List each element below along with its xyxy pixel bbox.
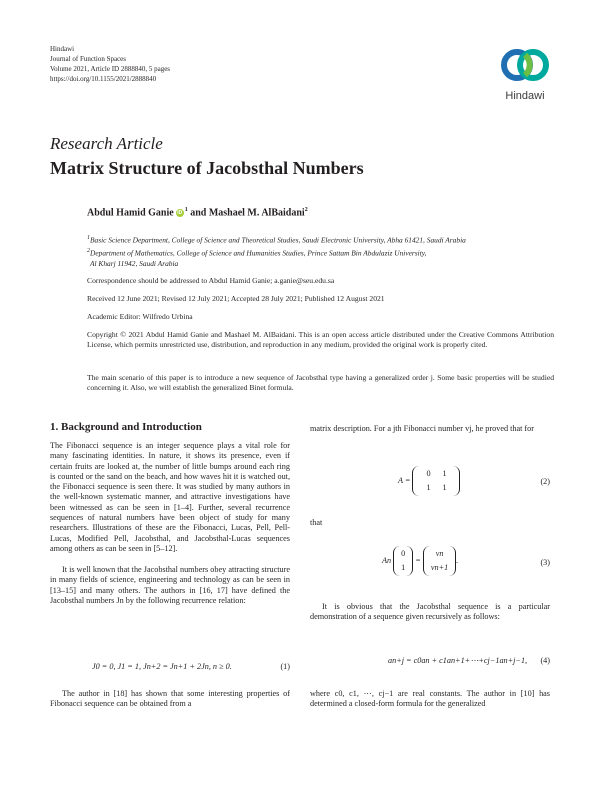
- matrix-cell: 0: [426, 469, 431, 478]
- academic-editor: Academic Editor: Wilfredo Urbina: [87, 312, 193, 321]
- article-type: Research Article: [50, 134, 163, 153]
- journal-name: Journal of Function Spaces: [50, 55, 127, 63]
- vector-right: [423, 546, 459, 576]
- author-name[interactable]: Mashael M. AlBaidani: [208, 207, 305, 219]
- vector-cell: vn: [435, 549, 444, 558]
- author-affiliation-mark: 2: [304, 207, 308, 213]
- abstract: The main scenario of this paper is to introduce a new sequence of Jacobsthal type having a generalized order j. Some basic properties will be studied concerning it. Also, we will establish the generalized Binet formula.: [87, 373, 554, 393]
- equation-1: [50, 662, 290, 674]
- hindawi-logo-icon: [496, 44, 554, 90]
- matrix-A: [412, 466, 460, 496]
- article-title: Matrix Structure of Jacobsthal Numbers: [50, 158, 364, 178]
- author-name[interactable]: Abdul Hamid Ganie: [87, 207, 174, 219]
- vector-cell: vn+1: [430, 563, 449, 572]
- author-separator: and: [187, 207, 209, 219]
- section-heading: 1. Background and Introduction: [50, 421, 202, 433]
- publication-dates: Received 12 June 2021; Revised 12 July 2021; Accepted 28 July 2021; Published 12 August 2021: [87, 294, 385, 303]
- matrix-cell: 1: [442, 469, 447, 478]
- correspondence: Correspondence should be addressed to Abdul Hamid Ganie; a.ganie@seu.edu.sa: [87, 276, 335, 285]
- matrix-cell: 1: [426, 483, 431, 492]
- equation-4-body: an+j = c0an + c1an+1+⋯+cj−1an+j−1,: [388, 656, 528, 665]
- affiliations: [87, 233, 557, 269]
- logo-wordmark: Hindawi: [505, 90, 545, 102]
- author-affiliation-mark: 1: [184, 207, 188, 213]
- affiliation-1: Basic Science Department, College of Science and Theoretical Studies, Saudi Electronic University, Abha 61421, Saudi Arabia: [90, 235, 466, 245]
- paragraph: It is obvious that the Jacobsthal sequence is a particular demonstration of a sequence given recursively as follows:: [310, 602, 550, 622]
- equation-1-body: J0 = 0, J1 = 1, Jn+2 = Jn+1 + 2Jn, n ≥ 0.: [92, 662, 232, 671]
- copyright-notice: Copyright © 2021 Abdul Hamid Ganie and Mashael M. AlBaidani. This is an open access article distributed under the Creative Commons Attribution License, which permits unrestricted use, distribution, and reproduction in any medium, provided the original work is properly cited.: [87, 330, 554, 350]
- paragraph: matrix description. For a jth Fibonacci number vj, he proved that for: [310, 424, 534, 433]
- paragraph: that: [310, 518, 323, 527]
- vector-cell: 1: [401, 563, 406, 572]
- matrix-cell: 1: [442, 483, 447, 492]
- equation-3-lhs: An: [382, 555, 392, 565]
- author-list: [87, 207, 308, 218]
- doi-link[interactable]: https://doi.org/10.1155/2021/2888840: [50, 75, 157, 83]
- paragraph: The Fibonacci sequence is an integer sequence plays a vital role for many fascinating identities. In nature, it shows its presence, even if certain fruits are looked at, the number of little bumps around each ring is counted or the sand on the beach, and how waves hit it is watched out, the Fibonacci sequence is seen there. It was studied by many authors in the well-known systematic manner, and attractive investigations have been witnessed as can be seen in [1–4]. Further, several recurrence sequences of natural numbers have been object of study for many researchers. Illustrations of these are the Fibonacci, Lucas, Pell, Pell-Lucas, Modified Pell, Jacobsthal, and Jacobsthal-Lucas sequences among others as can be seen in [5–12].: [50, 441, 290, 553]
- equation-2: [310, 466, 550, 500]
- affiliation-mark: 2: [87, 247, 90, 254]
- orcid-icon[interactable]: iD: [177, 210, 183, 217]
- publisher-name: Hindawi: [50, 45, 75, 53]
- equation-3: [310, 546, 550, 582]
- equals-sign: =: [415, 555, 421, 565]
- equation-number: (3): [540, 558, 550, 567]
- equation-4: [310, 656, 550, 668]
- volume-info: Volume 2021, Article ID 2888840, 5 pages: [50, 65, 171, 73]
- paragraph: where c0, c1, ⋯, cj−1 are real constants. The author in [10] has determined a closed-form formula for the generalized: [310, 689, 550, 709]
- equation-number: (1): [280, 662, 290, 671]
- paragraph: The author in [18] has shown that some interesting properties of Fibonacci sequence can be obtained from a: [50, 689, 290, 709]
- affiliation-2-cont: Al Kharj 11942, Saudi Arabia: [90, 258, 179, 268]
- equation-number: (2): [540, 477, 550, 486]
- affiliation-2: Department of Mathematics, College of Science and Humanities Studies, Prince Sattam Bin Abdulaziz University,: [90, 248, 427, 258]
- affiliation-mark: 1: [87, 235, 90, 241]
- equation-number: (4): [540, 656, 550, 665]
- vector-cell: 0: [401, 549, 406, 558]
- equation-period: .: [456, 555, 459, 565]
- equation-2-lhs: A =: [398, 475, 411, 485]
- journal-metadata: [50, 44, 170, 84]
- hindawi-logo: [496, 44, 554, 106]
- vector-left: [393, 546, 413, 576]
- paragraph: It is well known that the Jacobsthal numbers obey attracting structure in many fields of science, engineering and technology as can be seen in [13–15] and many others. The authors in [16, 17] have defined the Jacobsthal numbers Jn by the following recurrence relation:: [50, 565, 290, 605]
